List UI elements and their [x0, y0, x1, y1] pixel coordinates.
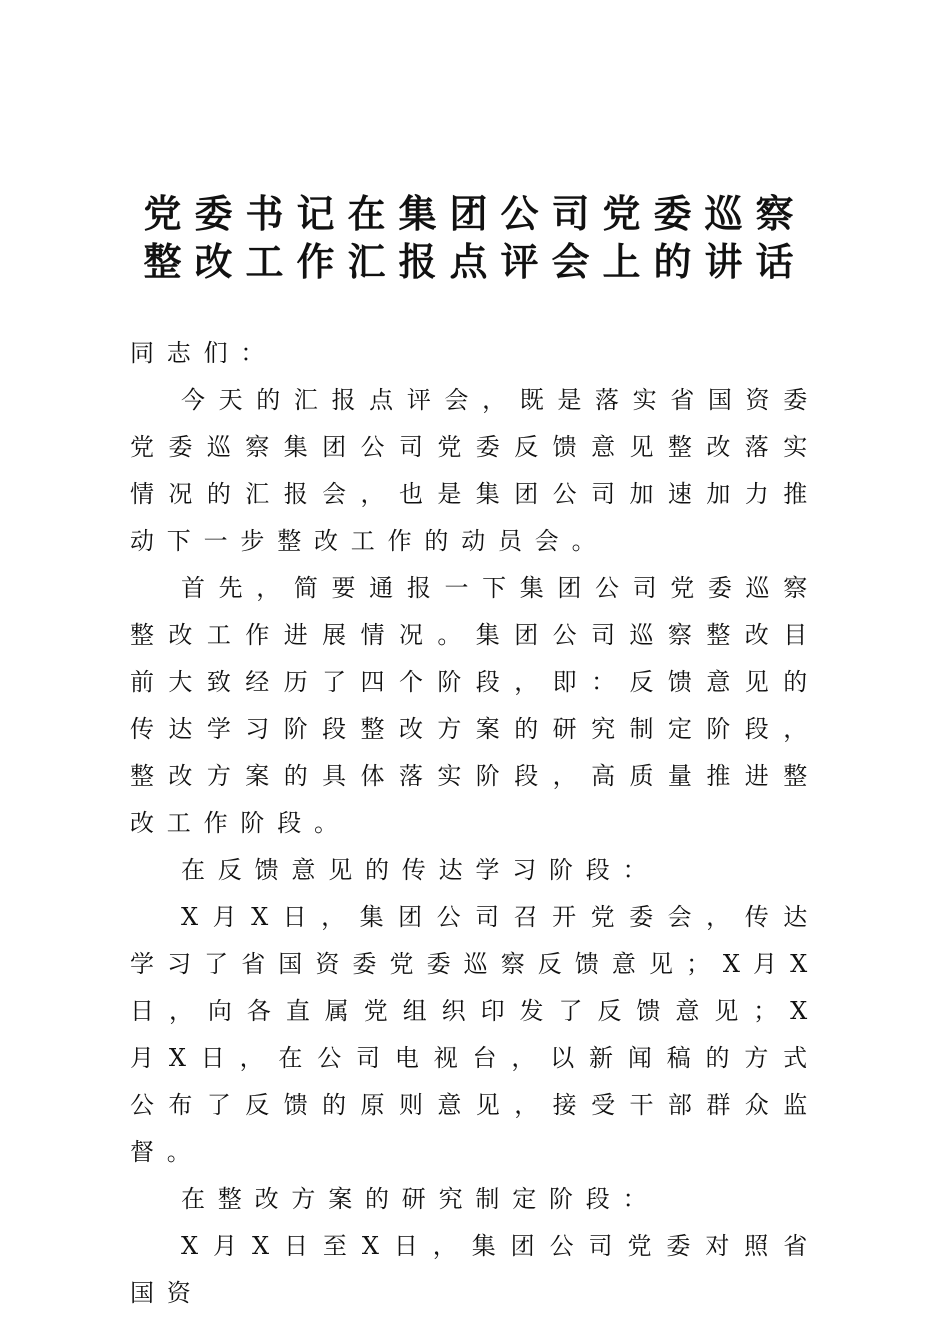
- salutation: 同志们：: [130, 339, 278, 367]
- title-line-2: 整改工作汇报点评会上的讲话: [143, 239, 807, 284]
- paragraph-stage-heading-2: 在整改方案的研究制定阶段：: [181, 1185, 660, 1213]
- paragraph-progress: 首先，简要通报一下集团公司党委巡察整改工作进展情况。集团公司巡察整改目前大致经历了四个阶段，即：反馈意见的传达学习阶段整改方案的研究制定阶段，整改方案的具体落实阶段，高质量推进整改工作阶段。: [130, 574, 820, 837]
- paragraph-stage-heading-1: 在反馈意见的传达学习阶段：: [181, 856, 660, 884]
- title-line-1: 党委书记在集团公司党委巡察: [143, 191, 807, 236]
- paragraph-opening: 今天的汇报点评会，既是落实省国资委党委巡察集团公司党委反馈意见整改落实情况的汇报会，也是集团公司加速加力推动下一步整改工作的动员会。: [130, 386, 820, 555]
- document-body: [130, 330, 820, 1317]
- paragraph-stage-detail-1: X月X日，集团公司召开党委会，传达学习了省国资委党委巡察反馈意见；X月X日，向各直属党组织印发了反馈意见；X月X日，在公司电视台，以新闻稿的方式公布了反馈的原则意见，接受干部群众监督。: [130, 903, 820, 1166]
- document-title: [130, 190, 820, 286]
- paragraph-stage-detail-2: X月X日至X日，集团公司党委对照省国资: [130, 1232, 820, 1307]
